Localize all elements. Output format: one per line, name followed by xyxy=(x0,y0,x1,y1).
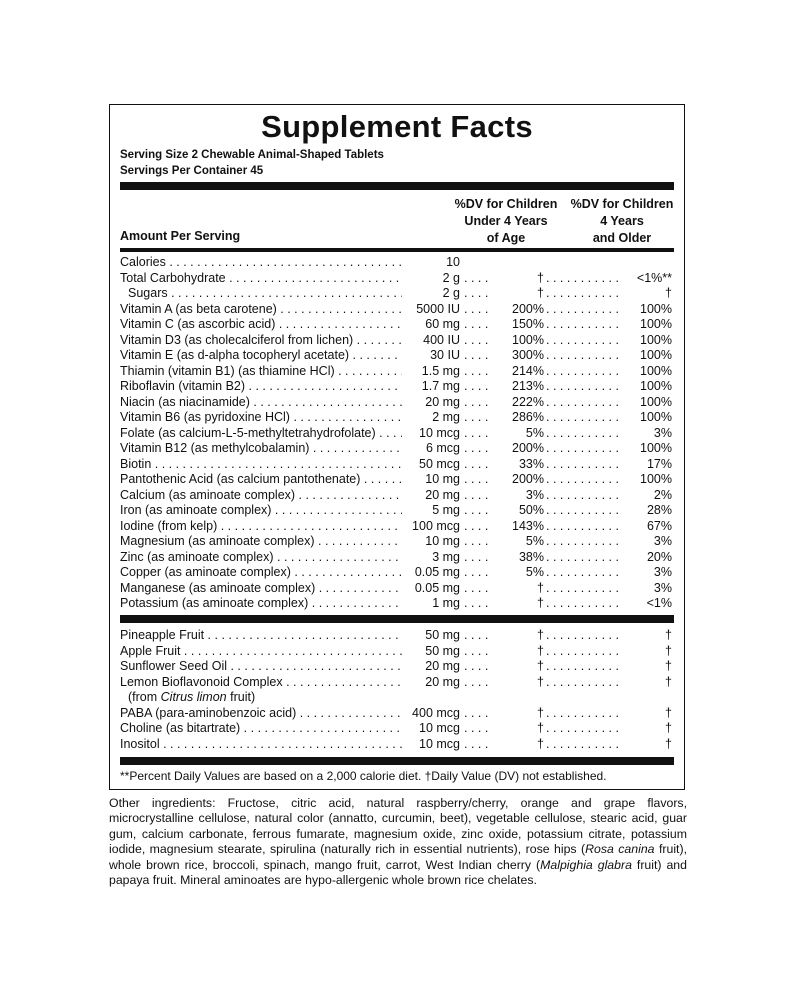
leader-dots xyxy=(546,426,626,442)
leader-dots xyxy=(546,503,626,519)
row-amount: 20 mg xyxy=(425,394,460,409)
table-row xyxy=(120,364,676,380)
row-dv-under4: † xyxy=(490,644,544,660)
leader-dots xyxy=(546,317,626,333)
row-amount: 20 mg xyxy=(425,659,460,673)
table-row xyxy=(120,379,676,395)
leader-dots xyxy=(546,472,626,488)
row-amount: 10 mcg xyxy=(419,736,460,751)
table-row xyxy=(120,395,676,411)
thick-rule-middle xyxy=(120,615,674,623)
row-name: (from Citrus limon fruit) xyxy=(128,690,256,704)
leader-dots xyxy=(546,565,626,581)
row-dv-under4: † xyxy=(490,628,544,644)
table-row xyxy=(120,737,676,753)
table-row xyxy=(120,628,676,644)
row-name: PABA (para-aminobenzoic acid) . . . xyxy=(120,706,402,722)
row-dv-4plus: 100% xyxy=(620,333,672,349)
medium-rule xyxy=(120,248,674,252)
leader-dots xyxy=(546,348,626,364)
table-row xyxy=(120,271,676,287)
row-dv-under4: 286% xyxy=(490,410,544,426)
row-name: Lemon Bioflavonoid Complex . . . xyxy=(120,675,402,691)
row-dv-4plus: 3% xyxy=(620,426,672,442)
row-dv-under4: † xyxy=(490,659,544,675)
leader-dots xyxy=(546,395,626,411)
row-dv-4plus: 67% xyxy=(620,519,672,535)
thick-rule-bottom xyxy=(120,757,674,765)
row-name: Niacin (as niacinamide) . . . xyxy=(120,395,402,411)
servings-per-container: Servings Per Container 45 xyxy=(120,165,264,177)
leader-dots xyxy=(546,721,626,737)
row-dv-under4: † xyxy=(490,581,544,597)
row-amount: 50 mcg xyxy=(419,456,460,471)
table-row xyxy=(120,317,676,333)
row-amount: 5 mg xyxy=(432,503,460,517)
row-name: Sugars . . . xyxy=(120,286,402,302)
row-name: Copper (as aminoate complex) . . . xyxy=(120,565,402,581)
row-dv-4plus: 100% xyxy=(620,472,672,488)
row-amount: 10 mcg xyxy=(419,425,460,440)
row-dv-under4: 50% xyxy=(490,503,544,519)
row-dv-4plus: † xyxy=(620,644,672,660)
row-name: Potassium (as aminoate complex) . . . xyxy=(120,596,402,612)
row-name: Vitamin B12 (as methylcobalamin) . . . xyxy=(120,441,402,457)
row-name: Manganese (as aminoate complex) . . . xyxy=(120,581,402,597)
row-dv-4plus: 28% xyxy=(620,503,672,519)
row-dv-under4: † xyxy=(490,737,544,753)
table-row xyxy=(120,644,676,660)
row-dv-under4: † xyxy=(490,271,544,287)
row-amount: 2 g xyxy=(442,286,460,300)
row-dv-4plus: 100% xyxy=(620,302,672,318)
header-dv-4plus-line1: %DV for Children xyxy=(570,197,674,211)
row-name: Total Carbohydrate . . . xyxy=(120,271,402,287)
leader-dots xyxy=(546,271,626,287)
table-row xyxy=(120,534,676,550)
leader-dots xyxy=(546,286,626,302)
row-amount: 2 mg xyxy=(432,410,460,424)
row-dv-4plus: 2% xyxy=(620,488,672,504)
row-dv-4plus: 3% xyxy=(620,581,672,597)
row-dv-under4: 38% xyxy=(490,550,544,566)
row-name: Folate (as calcium-L-5-methyltetrahydrofolate) . . . xyxy=(120,426,402,442)
header-dv-under4-line1: %DV for Children xyxy=(454,197,558,211)
row-name: Inositol . . . xyxy=(120,737,402,753)
row-amount: 2 g xyxy=(442,270,460,285)
row-dv-under4: 300% xyxy=(490,348,544,364)
row-dv-4plus: 100% xyxy=(620,441,672,457)
row-name: Pantothenic Acid (as calcium pantothenate) . . . xyxy=(120,472,402,488)
leader-dots xyxy=(546,302,626,318)
row-amount: 100 mcg xyxy=(412,518,460,533)
row-amount: 5000 IU xyxy=(416,301,460,316)
table-row xyxy=(120,348,676,364)
footnote: **Percent Daily Values are based on a 2,000 calorie diet. †Daily Value (DV) not established. xyxy=(120,769,607,783)
row-name: Sunflower Seed Oil . . . xyxy=(120,659,402,675)
table-row xyxy=(120,581,676,597)
header-dv-under4-line2: Under 4 Years xyxy=(464,214,548,228)
table-row xyxy=(120,519,676,535)
row-amount: 10 mcg xyxy=(419,721,460,735)
leader-dots xyxy=(546,488,626,504)
leader-dots xyxy=(546,364,626,380)
table-row xyxy=(120,410,676,426)
row-dv-4plus: 20% xyxy=(620,550,672,566)
leader-dots xyxy=(546,737,626,753)
row-dv-under4: 150% xyxy=(490,317,544,333)
table-row xyxy=(120,457,676,473)
row-dv-4plus: 3% xyxy=(620,534,672,550)
row-dv-4plus: 100% xyxy=(620,364,672,380)
row-dv-under4: 200% xyxy=(490,472,544,488)
row-dv-4plus: 17% xyxy=(620,457,672,473)
row-dv-under4: 213% xyxy=(490,379,544,395)
leader-dots xyxy=(546,628,626,644)
leader-dots xyxy=(546,706,626,722)
row-name: Biotin . . . xyxy=(120,457,402,473)
table-row xyxy=(120,721,676,737)
row-dv-4plus: 100% xyxy=(620,317,672,333)
row-dv-4plus: 100% xyxy=(620,395,672,411)
row-amount: 1.5 mg xyxy=(421,363,460,378)
row-amount: 1 mg xyxy=(432,596,460,610)
table-row xyxy=(120,441,676,457)
row-amount: 10 mg xyxy=(425,534,460,548)
row-dv-4plus: 3% xyxy=(620,565,672,581)
other-items-table xyxy=(120,628,676,752)
row-name: Calories . . . xyxy=(120,255,402,271)
nutrient-table xyxy=(120,255,676,612)
row-amount: 400 mcg xyxy=(412,705,460,720)
row-amount: 60 mg xyxy=(425,317,460,331)
row-amount: 20 mg xyxy=(425,674,460,689)
row-dv-under4: 100% xyxy=(490,333,544,349)
table-row xyxy=(120,488,676,504)
table-row xyxy=(120,659,676,675)
table-row xyxy=(120,550,676,566)
table-row xyxy=(120,333,676,349)
row-dv-4plus: 100% xyxy=(620,348,672,364)
table-row xyxy=(120,675,676,691)
row-name: Vitamin B6 (as pyridoxine HCl) . . . xyxy=(120,410,402,426)
leader-dots xyxy=(546,441,626,457)
header-dv-under4-line3: of Age xyxy=(486,231,526,245)
leader-dots xyxy=(546,519,626,535)
row-name: Pineapple Fruit . . . xyxy=(120,628,402,644)
row-amount: 0.05 mg xyxy=(414,565,460,579)
row-dv-under4: 214% xyxy=(490,364,544,380)
row-amount: 20 mg xyxy=(425,487,460,502)
row-name: Zinc (as aminoate complex) . . . xyxy=(120,550,402,566)
row-dv-under4: 222% xyxy=(490,395,544,411)
row-amount: 30 IU xyxy=(430,348,460,362)
row-name: Magnesium (as aminoate complex) . . . xyxy=(120,534,402,550)
row-dv-under4: † xyxy=(490,721,544,737)
row-dv-4plus: † xyxy=(620,659,672,675)
table-row xyxy=(120,565,676,581)
leader-dots xyxy=(546,596,626,612)
header-dv-under4 xyxy=(450,196,562,247)
header-dv-4plus-line3: and Older xyxy=(592,231,652,245)
leader-dots xyxy=(546,379,626,395)
header-dv-4plus-line2: 4 Years xyxy=(600,214,644,228)
panel-title: Supplement Facts xyxy=(261,109,533,144)
header-dv-4plus xyxy=(564,196,680,247)
leader-dots xyxy=(546,410,626,426)
leader-dots xyxy=(546,534,626,550)
other-ingredients: Other ingredients: Fructose, citric acid, natural raspberry/cherry, orange and grape flavors, microcrystalline cellulose, natural color (annatto, curcumin, beet), vegetable cellulose, stearic acid, guar gum, calcium carbonate, ferrous fumarate, magnesium oxide, zinc oxide, potassium citrate, potassium iodide, magnesium stearate, spirulina (naturally rich in essential nutrients), rose hips (Rosa canina fruit), whole brown rice, broccoli, spinach, mango fruit, carrot, West Indian cherry (Malpighia glabra fruit) and papaya fruit. Mineral aminoates are hypo-allergenic whole brown rice chelates. xyxy=(109,796,687,888)
supplement-facts-panel xyxy=(109,104,685,790)
row-dv-4plus: † xyxy=(620,737,672,753)
row-dv-under4: 5% xyxy=(490,534,544,550)
table-row xyxy=(120,596,676,612)
row-dv-4plus: † xyxy=(620,286,672,302)
serving-size: Serving Size 2 Chewable Animal-Shaped Tablets xyxy=(120,149,384,161)
amount-per-serving-label: Amount Per Serving xyxy=(120,229,241,243)
row-dv-4plus: 100% xyxy=(620,379,672,395)
row-dv-4plus: 100% xyxy=(620,410,672,426)
leader-dots xyxy=(546,675,626,691)
row-dv-under4: † xyxy=(490,596,544,612)
row-dv-under4: 143% xyxy=(490,519,544,535)
row-name: Apple Fruit . . . xyxy=(120,644,402,660)
row-dv-under4: 5% xyxy=(490,426,544,442)
table-row xyxy=(120,706,676,722)
row-dv-under4: 33% xyxy=(490,457,544,473)
row-amount: 10 mg xyxy=(425,472,460,486)
row-dv-under4: 5% xyxy=(490,565,544,581)
row-dv-4plus: † xyxy=(620,706,672,722)
table-row xyxy=(120,302,676,318)
row-dv-under4: 3% xyxy=(490,488,544,504)
row-amount: 50 mg xyxy=(425,628,460,642)
row-amount: 400 IU xyxy=(423,332,460,347)
row-dv-4plus: <1%** xyxy=(620,271,672,287)
row-amount: 3 mg xyxy=(432,549,460,564)
leader-dots xyxy=(546,333,626,349)
row-name: Iron (as aminoate complex) . . . xyxy=(120,503,402,519)
table-row xyxy=(120,286,676,302)
row-dv-under4: 200% xyxy=(490,441,544,457)
table-row xyxy=(120,255,676,271)
table-row xyxy=(120,503,676,519)
row-name: Iodine (from kelp) . . . xyxy=(120,519,402,535)
leader-dots xyxy=(546,550,626,566)
leader-dots xyxy=(546,644,626,660)
row-name: Riboflavin (vitamin B2) . . . xyxy=(120,379,402,395)
row-amount: 1.7 mg xyxy=(421,379,460,393)
row-amount: 50 mg xyxy=(425,643,460,658)
table-row xyxy=(120,426,676,442)
row-name: Calcium (as aminoate complex) . . . xyxy=(120,488,402,504)
row-amount: 10 xyxy=(446,255,460,269)
thick-rule-top xyxy=(120,182,674,190)
row-amount: 6 mcg xyxy=(425,441,460,455)
row-name: Vitamin D3 (as cholecalciferol from lichen) . . . xyxy=(120,333,402,349)
row-name: Choline (as bitartrate) . . . xyxy=(120,721,402,737)
table-row xyxy=(120,472,676,488)
row-dv-under4: † xyxy=(490,286,544,302)
row-name: Thiamin (vitamin B1) (as thiamine HCl) . . . xyxy=(120,364,402,380)
row-dv-4plus: † xyxy=(620,628,672,644)
leader-dots xyxy=(546,457,626,473)
row-dv-4plus: <1% xyxy=(620,596,672,612)
row-dv-4plus: † xyxy=(620,721,672,737)
row-dv-4plus: † xyxy=(620,675,672,691)
row-name: Vitamin A (as beta carotene) . . . xyxy=(120,302,402,318)
row-amount: 0.05 mg xyxy=(414,580,460,595)
row-dv-under4: † xyxy=(490,675,544,691)
row-name: Vitamin C (as ascorbic acid) . . . xyxy=(120,317,402,333)
leader-dots xyxy=(546,659,626,675)
row-dv-under4: † xyxy=(490,706,544,722)
leader-dots xyxy=(546,581,626,597)
row-dv-under4: 200% xyxy=(490,302,544,318)
table-row xyxy=(120,690,676,706)
row-name: Vitamin E (as d-alpha tocopheryl acetate) . . . xyxy=(120,348,402,364)
